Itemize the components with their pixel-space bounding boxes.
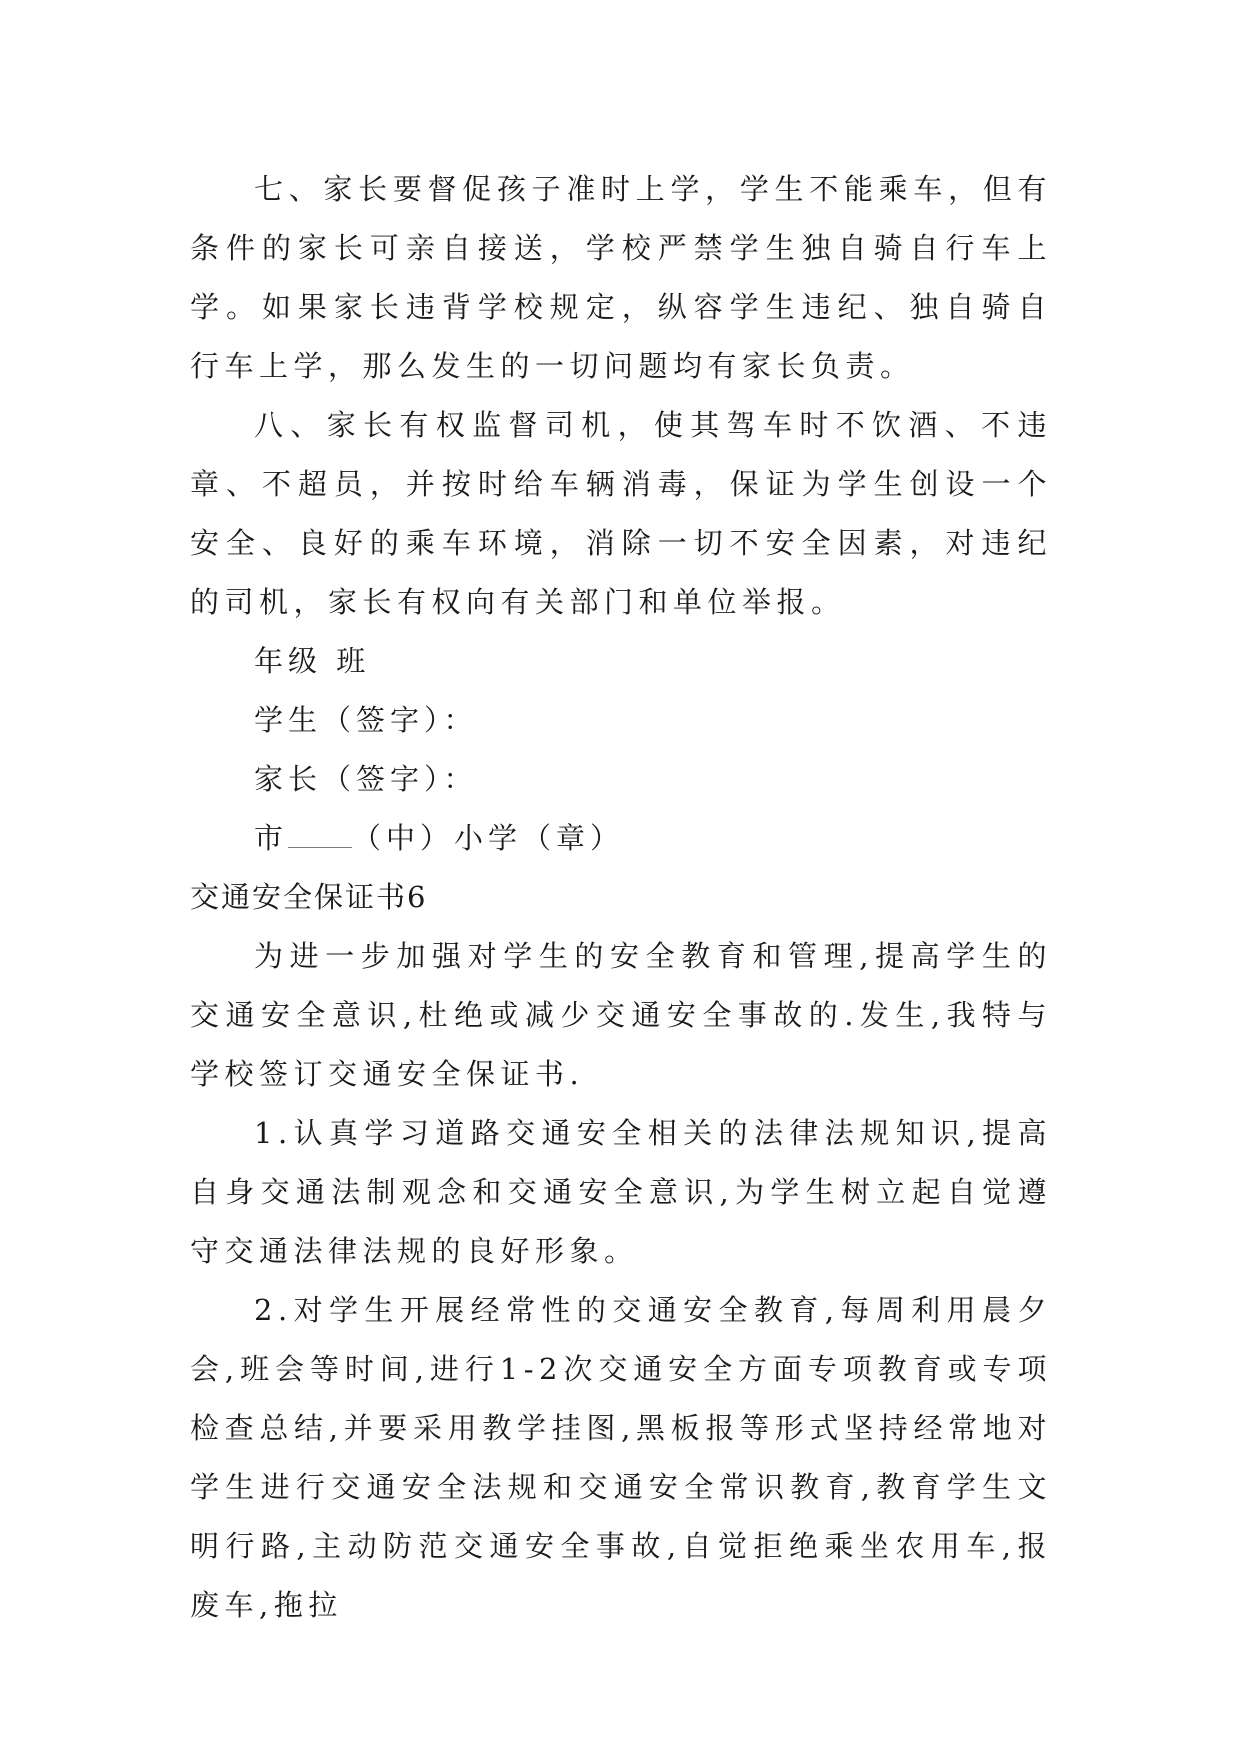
school-city-prefix: 市: [254, 821, 289, 855]
school-stamp-line: [190, 809, 1052, 868]
paragraph-item-2: 2.对学生开展经常性的交通安全教育,每周利用晨夕会,班会等时间,进行1-2次交通安全方面专项教育或专项检查总结,并要采用教学挂图,黑板报等形式坚持经常地对学生进行交通安全法规和交通安全常识教育,教育学生文明行路,主动防范交通安全事故,自觉拒绝乘坐农用车,报废车,拖拉: [190, 1293, 1052, 1622]
paragraph-seven: 七、家长要督促孩子准时上学，学生不能乘车，但有条件的家长可亲自接送，学校严禁学生独自骑自行车上学。如果家长违背学校规定，纵容学生违纪、独自骑自行车上学，那么发生的一切问题均有家长负责。: [190, 172, 1052, 383]
parent-signature-line: 家长（签字）：: [254, 762, 478, 796]
student-signature-line: 学生（签字）：: [254, 703, 478, 737]
document-body: [190, 160, 1052, 1635]
school-name-blank: [288, 825, 352, 848]
paragraph-item-1: 1.认真学习道路交通安全相关的法律法规知识,提高自身交通法制观念和交通安全意识,为学生树立起自觉遵守交通法律法规的良好形象。: [190, 1116, 1052, 1268]
paragraph-intro: 为进一步加强对学生的安全教育和管理,提高学生的交通安全意识,杜绝或减少交通安全事故的.发生,我特与学校签订交通安全保证书.: [190, 939, 1052, 1091]
section-title: 交通安全保证书6: [190, 880, 428, 914]
grade-class-line: 年级 班: [254, 644, 371, 678]
school-suffix: （中）小学（章）: [352, 821, 625, 855]
paragraph-eight: 八、家长有权监督司机，使其驾车时不饮酒、不违章、不超员，并按时给车辆消毒，保证为学生创设一个安全、良好的乘车环境，消除一切不安全因素，对违纪的司机，家长有权向有关部门和单位举报。: [190, 408, 1052, 619]
